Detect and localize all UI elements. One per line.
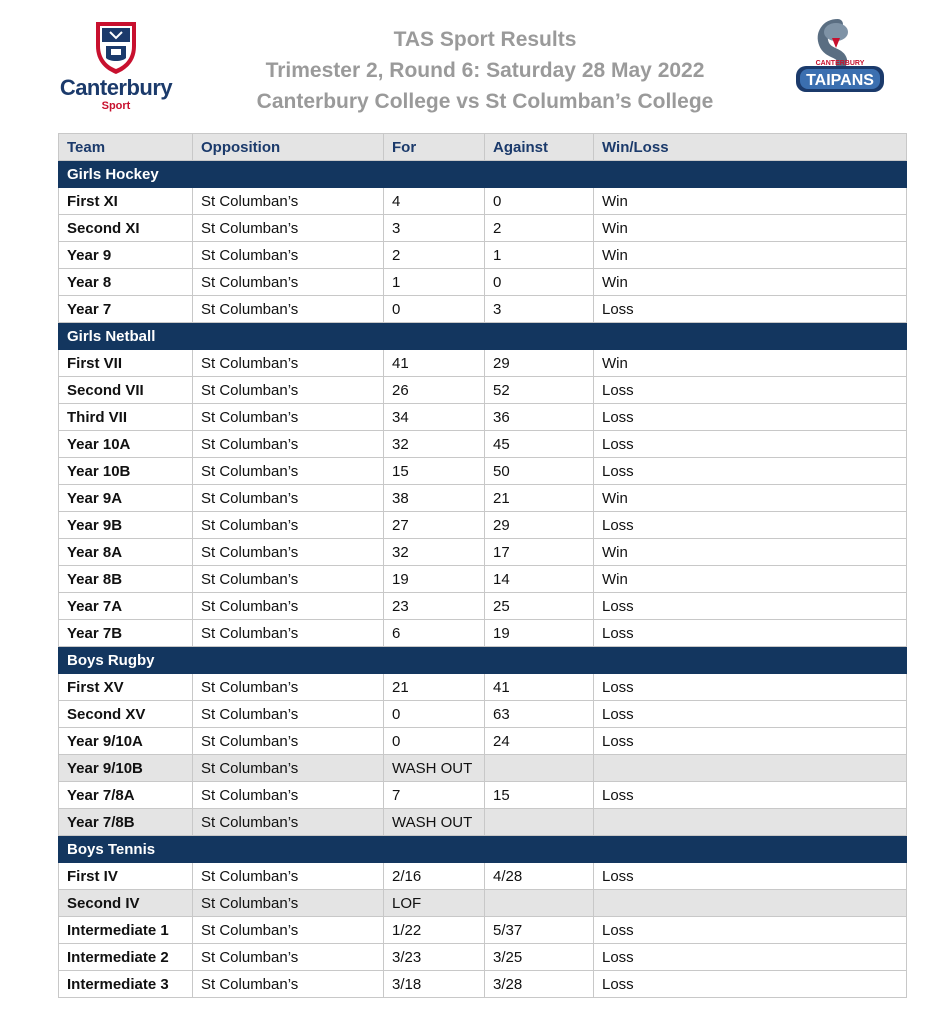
result-cell: Loss: [594, 863, 907, 890]
team-cell: Second XI: [59, 215, 193, 242]
against-cell: 1: [485, 242, 594, 269]
for-cell: 32: [384, 431, 485, 458]
section-title: Girls Netball: [59, 323, 907, 350]
table-row: [59, 350, 907, 377]
section-header-row: [59, 161, 907, 188]
page-subtitle: Trimester 2, Round 6: Saturday 28 May 2022: [265, 59, 705, 82]
against-cell: 17: [485, 539, 594, 566]
section-title: Boys Tennis: [59, 836, 907, 863]
table-row: [59, 728, 907, 755]
result-cell: Win: [594, 485, 907, 512]
team-cell: Intermediate 3: [59, 971, 193, 998]
against-cell: 52: [485, 377, 594, 404]
team-cell: Second XV: [59, 701, 193, 728]
against-cell: 15: [485, 782, 594, 809]
result-cell: [594, 809, 907, 836]
team-cell: Year 7A: [59, 593, 193, 620]
against-cell: 36: [485, 404, 594, 431]
result-cell: Win: [594, 215, 907, 242]
for-cell: 2: [384, 242, 485, 269]
section-header-row: [59, 647, 907, 674]
against-cell: 50: [485, 458, 594, 485]
opposition-cell: St Columban’s: [193, 620, 384, 647]
table-row: [59, 809, 907, 836]
logo-right-word: TAIPANS: [806, 72, 874, 89]
result-cell: Loss: [594, 458, 907, 485]
against-cell: 14: [485, 566, 594, 593]
result-cell: Loss: [594, 674, 907, 701]
opposition-cell: St Columban’s: [193, 944, 384, 971]
logo-left-word: Canterbury: [59, 75, 173, 100]
table-row: [59, 404, 907, 431]
result-cell: [594, 890, 907, 917]
opposition-cell: St Columban’s: [193, 512, 384, 539]
for-cell: 41: [384, 350, 485, 377]
for-cell: 3: [384, 215, 485, 242]
for-cell: 0: [384, 728, 485, 755]
team-cell: Year 7/8A: [59, 782, 193, 809]
opposition-cell: St Columban’s: [193, 539, 384, 566]
opposition-cell: St Columban’s: [193, 377, 384, 404]
against-cell: [485, 809, 594, 836]
against-cell: 45: [485, 431, 594, 458]
opposition-cell: St Columban’s: [193, 296, 384, 323]
table-row: [59, 593, 907, 620]
for-cell: 26: [384, 377, 485, 404]
opposition-cell: St Columban’s: [193, 863, 384, 890]
team-cell: Second VII: [59, 377, 193, 404]
for-cell: 15: [384, 458, 485, 485]
result-cell: Loss: [594, 782, 907, 809]
for-cell: 21: [384, 674, 485, 701]
team-cell: Year 9/10B: [59, 755, 193, 782]
table-row: [59, 566, 907, 593]
against-cell: 41: [485, 674, 594, 701]
team-cell: Third VII: [59, 404, 193, 431]
team-cell: Year 8A: [59, 539, 193, 566]
table-row: [59, 296, 907, 323]
table-row: [59, 863, 907, 890]
against-cell: 0: [485, 188, 594, 215]
team-cell: Year 9: [59, 242, 193, 269]
against-cell: 5/37: [485, 917, 594, 944]
table-row: [59, 782, 907, 809]
team-cell: Year 9B: [59, 512, 193, 539]
col-header-win-loss: Win/Loss: [594, 134, 907, 161]
opposition-cell: St Columban’s: [193, 404, 384, 431]
section-header-row: [59, 836, 907, 863]
against-cell: 3: [485, 296, 594, 323]
section-header-row: [59, 323, 907, 350]
table-row: [59, 917, 907, 944]
for-cell: 7: [384, 782, 485, 809]
for-cell: 34: [384, 404, 485, 431]
for-cell: 6: [384, 620, 485, 647]
section-title: Girls Hockey: [59, 161, 907, 188]
for-cell: 0: [384, 296, 485, 323]
table-row: [59, 215, 907, 242]
result-cell: Loss: [594, 917, 907, 944]
section-title: Boys Rugby: [59, 647, 907, 674]
school-crest-icon: [92, 20, 140, 76]
team-cell: Year 7B: [59, 620, 193, 647]
page-header: [0, 0, 944, 125]
against-cell: 3/28: [485, 971, 594, 998]
opposition-cell: St Columban’s: [193, 350, 384, 377]
for-cell: LOF: [384, 890, 485, 917]
opposition-cell: St Columban’s: [193, 269, 384, 296]
table-row: [59, 377, 907, 404]
against-cell: 2: [485, 215, 594, 242]
against-cell: 25: [485, 593, 594, 620]
results-body: [59, 161, 907, 998]
opposition-cell: St Columban’s: [193, 431, 384, 458]
opposition-cell: St Columban’s: [193, 674, 384, 701]
result-cell: Loss: [594, 971, 907, 998]
for-cell: 23: [384, 593, 485, 620]
result-cell: Win: [594, 188, 907, 215]
against-cell: 0: [485, 269, 594, 296]
for-cell: 1: [384, 269, 485, 296]
team-cell: Year 7: [59, 296, 193, 323]
team-cell: Year 9/10A: [59, 728, 193, 755]
table-row: [59, 539, 907, 566]
team-cell: Intermediate 2: [59, 944, 193, 971]
for-cell: 3/18: [384, 971, 485, 998]
result-cell: Win: [594, 242, 907, 269]
result-cell: Win: [594, 566, 907, 593]
table-row: [59, 890, 907, 917]
for-cell: 3/23: [384, 944, 485, 971]
taipans-logo: [790, 18, 890, 108]
table-row: [59, 944, 907, 971]
col-header-team: Team: [59, 134, 193, 161]
team-cell: First XI: [59, 188, 193, 215]
logo-right-small: CANTERBURY: [815, 60, 865, 67]
col-header-opposition: Opposition: [193, 134, 384, 161]
opposition-cell: St Columban’s: [193, 242, 384, 269]
opposition-cell: St Columban’s: [193, 485, 384, 512]
canterbury-sport-logo: [56, 20, 176, 115]
title-block: [200, 24, 770, 117]
col-header-for: For: [384, 134, 485, 161]
for-cell: 4: [384, 188, 485, 215]
results-table: [58, 133, 907, 998]
result-cell: Loss: [594, 944, 907, 971]
opposition-cell: St Columban’s: [193, 755, 384, 782]
against-cell: [485, 890, 594, 917]
team-cell: Year 7/8B: [59, 809, 193, 836]
result-cell: Loss: [594, 296, 907, 323]
table-row: [59, 701, 907, 728]
table-row: [59, 485, 907, 512]
for-cell: 19: [384, 566, 485, 593]
result-cell: Loss: [594, 431, 907, 458]
opposition-cell: St Columban’s: [193, 809, 384, 836]
team-cell: First VII: [59, 350, 193, 377]
table-row: [59, 458, 907, 485]
team-cell: Year 8: [59, 269, 193, 296]
team-cell: First IV: [59, 863, 193, 890]
team-cell: Year 10B: [59, 458, 193, 485]
result-cell: Win: [594, 539, 907, 566]
table-row: [59, 269, 907, 296]
result-cell: [594, 755, 907, 782]
team-cell: Intermediate 1: [59, 917, 193, 944]
team-cell: Year 10A: [59, 431, 193, 458]
for-cell: 0: [384, 701, 485, 728]
for-cell: 1/22: [384, 917, 485, 944]
against-cell: [485, 755, 594, 782]
page-title: TAS Sport Results: [393, 28, 577, 51]
result-cell: Loss: [594, 404, 907, 431]
for-cell: 38: [384, 485, 485, 512]
for-cell: 2/16: [384, 863, 485, 890]
table-row: [59, 512, 907, 539]
table-row: [59, 188, 907, 215]
opposition-cell: St Columban’s: [193, 458, 384, 485]
col-header-against: Against: [485, 134, 594, 161]
result-cell: Loss: [594, 620, 907, 647]
opposition-cell: St Columban’s: [193, 701, 384, 728]
team-cell: Year 8B: [59, 566, 193, 593]
result-cell: Loss: [594, 728, 907, 755]
result-cell: Loss: [594, 512, 907, 539]
opposition-cell: St Columban’s: [193, 215, 384, 242]
table-row: [59, 755, 907, 782]
team-cell: First XV: [59, 674, 193, 701]
against-cell: 21: [485, 485, 594, 512]
opposition-cell: St Columban’s: [193, 566, 384, 593]
against-cell: 29: [485, 512, 594, 539]
result-cell: Win: [594, 269, 907, 296]
against-cell: 19: [485, 620, 594, 647]
against-cell: 63: [485, 701, 594, 728]
table-row: [59, 971, 907, 998]
against-cell: 4/28: [485, 863, 594, 890]
table-row: [59, 242, 907, 269]
result-cell: Loss: [594, 593, 907, 620]
against-cell: 24: [485, 728, 594, 755]
result-cell: Win: [594, 350, 907, 377]
opposition-cell: St Columban’s: [193, 728, 384, 755]
table-row: [59, 620, 907, 647]
opposition-cell: St Columban’s: [193, 890, 384, 917]
result-cell: Loss: [594, 701, 907, 728]
for-cell: WASH OUT: [384, 809, 485, 836]
for-cell: 32: [384, 539, 485, 566]
team-cell: Second IV: [59, 890, 193, 917]
table-row: [59, 674, 907, 701]
for-cell: WASH OUT: [384, 755, 485, 782]
against-cell: 29: [485, 350, 594, 377]
opposition-cell: St Columban’s: [193, 917, 384, 944]
opposition-cell: St Columban’s: [193, 188, 384, 215]
opposition-cell: St Columban’s: [193, 971, 384, 998]
result-cell: Loss: [594, 377, 907, 404]
table-header-row: [59, 134, 907, 161]
against-cell: 3/25: [485, 944, 594, 971]
logo-left-sub: Sport: [101, 100, 131, 112]
for-cell: 27: [384, 512, 485, 539]
snake-mascot-icon: [790, 18, 890, 108]
team-cell: Year 9A: [59, 485, 193, 512]
opposition-cell: St Columban’s: [193, 782, 384, 809]
table-row: [59, 431, 907, 458]
opposition-cell: St Columban’s: [193, 593, 384, 620]
match-title: Canterbury College vs St Columban’s College: [256, 90, 714, 113]
